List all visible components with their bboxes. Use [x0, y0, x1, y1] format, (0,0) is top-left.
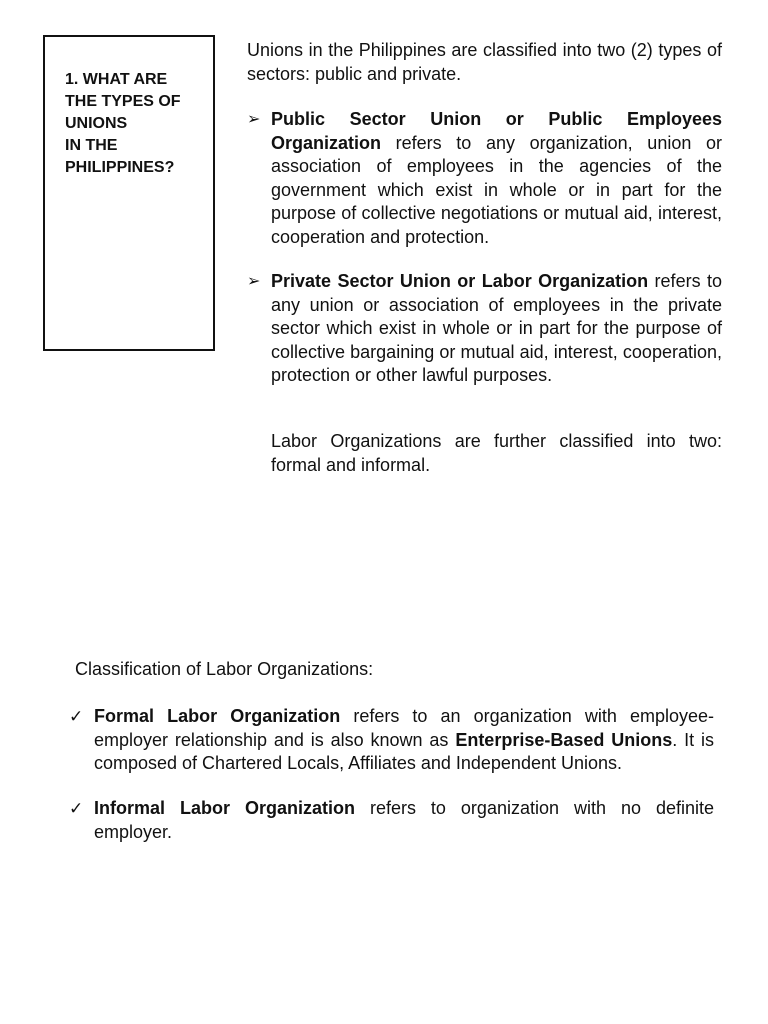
checkmark-icon: ✓ — [69, 799, 84, 818]
classification-note: Labor Organizations are further classified into two: formal and informal. — [271, 431, 722, 475]
formal-labor-definition: refers to an organization with employee-employer relationship and is also known as — [94, 706, 714, 750]
private-sector-term: Private Sector Union or Labor Organization — [271, 271, 649, 291]
formal-labor-term: Formal Labor Organization — [94, 706, 341, 726]
question-box — [43, 35, 215, 351]
arrow-bullet-icon: ➢ — [247, 273, 261, 290]
question-heading: 1. WHAT ARE THE TYPES OF UNIONS IN THE PHILIPPINES? — [65, 71, 181, 176]
private-sector-definition: refers to any union or association of employees in the private sector which exist in whole or in part for the purpose of collective bargaining or mutual aid, interest, cooperation, protection or other lawful purposes. — [271, 271, 722, 385]
intro-paragraph: Unions in the Philippines are classified into two (2) types of sectors: public and private. — [247, 40, 722, 84]
informal-labor-bullet — [69, 797, 714, 844]
formal-labor-bullet — [69, 705, 715, 776]
public-sector-term: Public Sector Union or Public Employees Organization — [271, 109, 722, 153]
public-sector-bullet — [247, 108, 722, 249]
checkmark-icon: ✓ — [69, 707, 84, 726]
classification-heading: Classification of Labor Organizations: — [75, 659, 374, 679]
formal-labor-composition: . It is composed of Chartered Locals, Affiliates and Independent Unions. — [94, 729, 715, 773]
private-sector-bullet — [247, 270, 722, 388]
arrow-bullet-icon: ➢ — [247, 111, 261, 128]
public-sector-definition: refers to any organization, union or association of employees in the agencies of the government which exist in whole or in part for the purpose of collective negotiations or mutual aid, interest, cooperation and protection. — [271, 132, 722, 247]
informal-labor-definition: refers to organization with no definite employer. — [94, 798, 714, 842]
enterprise-based-term: Enterprise-Based Unions — [455, 729, 673, 750]
informal-labor-term: Informal Labor Organization — [94, 798, 355, 818]
